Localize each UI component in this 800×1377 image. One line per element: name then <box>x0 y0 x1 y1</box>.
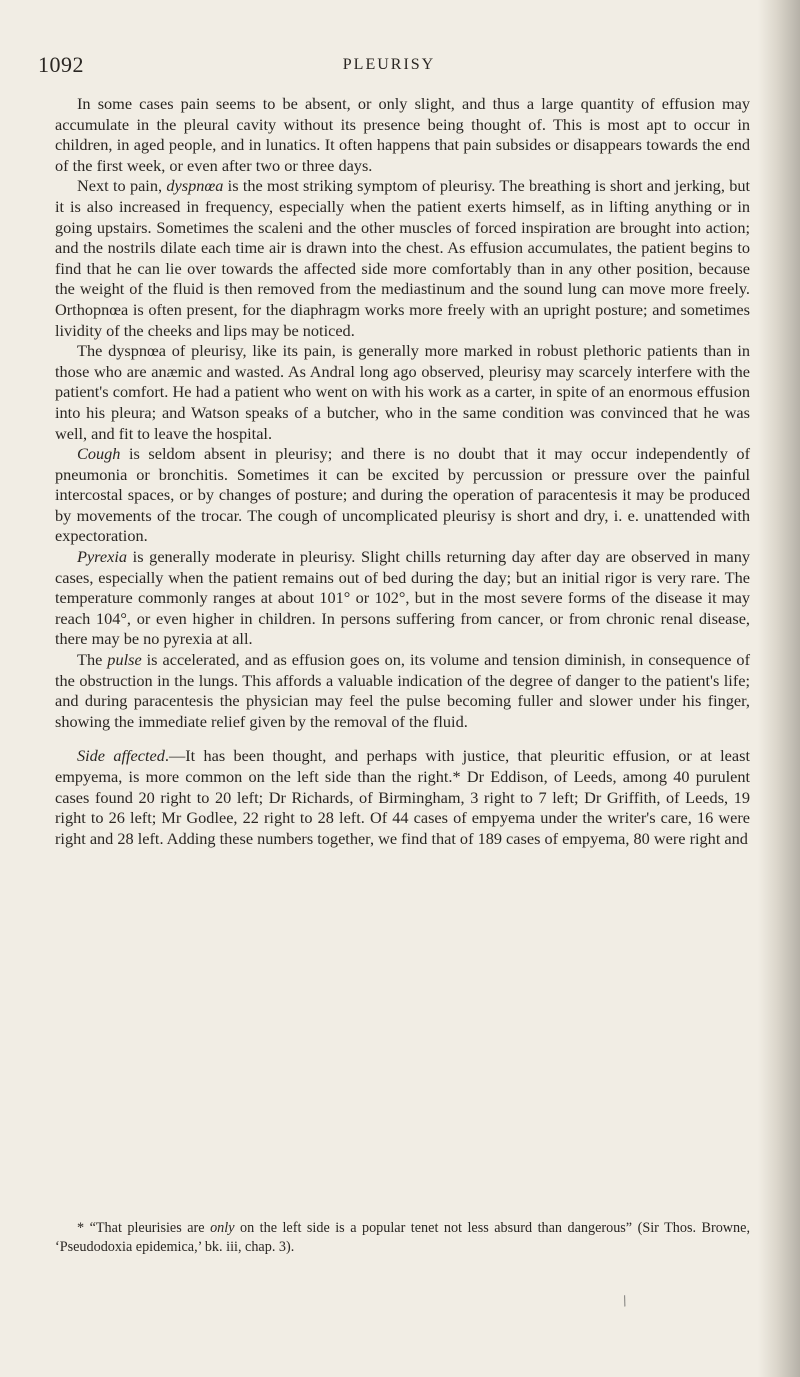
dyspnoea-heading: dyspnœa <box>166 176 224 196</box>
cough-heading: Cough <box>77 444 121 464</box>
stray-mark: / <box>620 1292 631 1311</box>
side-affected-heading: Side affected <box>77 746 165 766</box>
paragraph-cough: Cough is seldom absent in pleurisy; and there is no doubt that it may occur independently of pneumonia or bronchitis. Sometimes it can be excited by percussion or pressure over the painful intercostal spaces, or by changes of posture; and during the operation of paracentesis it may be produced by movements of the trocar. The cough of uncomplicated pleurisy is short and dry, i. e. unattended with expectoration. <box>55 444 750 546</box>
paragraph-side-affected: Side affected.—It has been thought, and perhaps with justice, that pleuritic effusion, or at least empyema, is more common on the left side than the right.* Dr Eddison, of Leeds, among 40 purulent cases found 20 right to 20 left; Dr Richards, of Birmingham, 3 right to 7 left; Dr Griffith, of Leeds, 19 right to 26 left; Mr Godlee, 22 right to 28 left. Of 44 cases of empyema under the writer's care, 16 were right and 28 left. Adding these numbers together, we find that of 189 cases of empyema, 80 were right and <box>55 746 750 848</box>
running-head: PLEURISY <box>342 56 436 73</box>
paragraph-dyspnoea: Next to pain, dyspnœa is the most striking symptom of pleurisy. The breathing is short and jerking, but it is also increased in frequency, especially when the patient exerts himself, as in lifting anything or in going upstairs. Sometimes the scaleni and the other muscles of forced inspiration are brought into action; and the nostrils dilate each time air is drawn into the chest. As effusion accumulates, the patient begins to find that he can lie over towards the affected side more comfortably than in any other position, because the weight of the fluid is then removed from the mediastinum and the sound lung can move more freely. Orthopnœa is often present, for the diaphragm works more freely with an upright posture; and sometimes lividity of the cheeks and lips may be noticed. <box>55 176 751 340</box>
pulse-heading: pulse <box>107 650 142 670</box>
page-number: 1092 <box>38 52 84 77</box>
page-header <box>38 52 740 82</box>
paragraph-pulse: The pulse is accelerated, and as effusion goes on, its volume and tension diminish, in consequence of the obstruction in the lungs. This affords a valuable indication of the degree of danger to the patient's life; and during paracentesis the physician may feel the pulse becoming fuller and slower under his finger, showing the immediate relief given by the removal of the fluid. <box>55 650 750 731</box>
pyrexia-heading: Pyrexia <box>77 547 128 567</box>
page-edge-shadow <box>758 0 800 1377</box>
body-text <box>55 94 750 849</box>
footnote: * “That pleurisies are only on the left side is a popular tenet not less absurd than dangerous” (Sir Thos. Browne, ‘Pseudodoxia epidemica,’ bk. iii, chap. 3). <box>55 1220 750 1255</box>
paragraph-pain: In some cases pain seems to be absent, or only slight, and thus a large quantity of effusion may accumulate in the pleural cavity without its presence being thought of. This is most apt to occur in children, in aged people, and in lunatics. It often happens that pain subsides or disappears towards the end of the first week, or even after two or three days. <box>55 94 750 175</box>
paragraph-dyspnoea-robust: The dyspnœa of pleurisy, like its pain, is generally more marked in robust plethoric patients than in those who are anæmic and wasted. As Andral long ago observed, pleurisy may scarcely interfere with the patient's comfort. He had a patient who went on with his work as a carter, in spite of an enormous effusion into his pleura; and Watson speaks of a butcher, who in the same condition was convinced that he was well, and fit to leave the hospital. <box>55 341 750 443</box>
paragraph-pyrexia: Pyrexia is generally moderate in pleurisy. Slight chills returning day after day are observed in many cases, especially when the patient remains out of bed during the day; but an initial rigor is very rare. The temperature commonly ranges at about 101° or 102°, but in the most severe forms of the disease it may reach 104°, or even higher in children. In persons suffering from cancer, or from chronic renal disease, there may be no pyrexia at all. <box>55 547 750 649</box>
